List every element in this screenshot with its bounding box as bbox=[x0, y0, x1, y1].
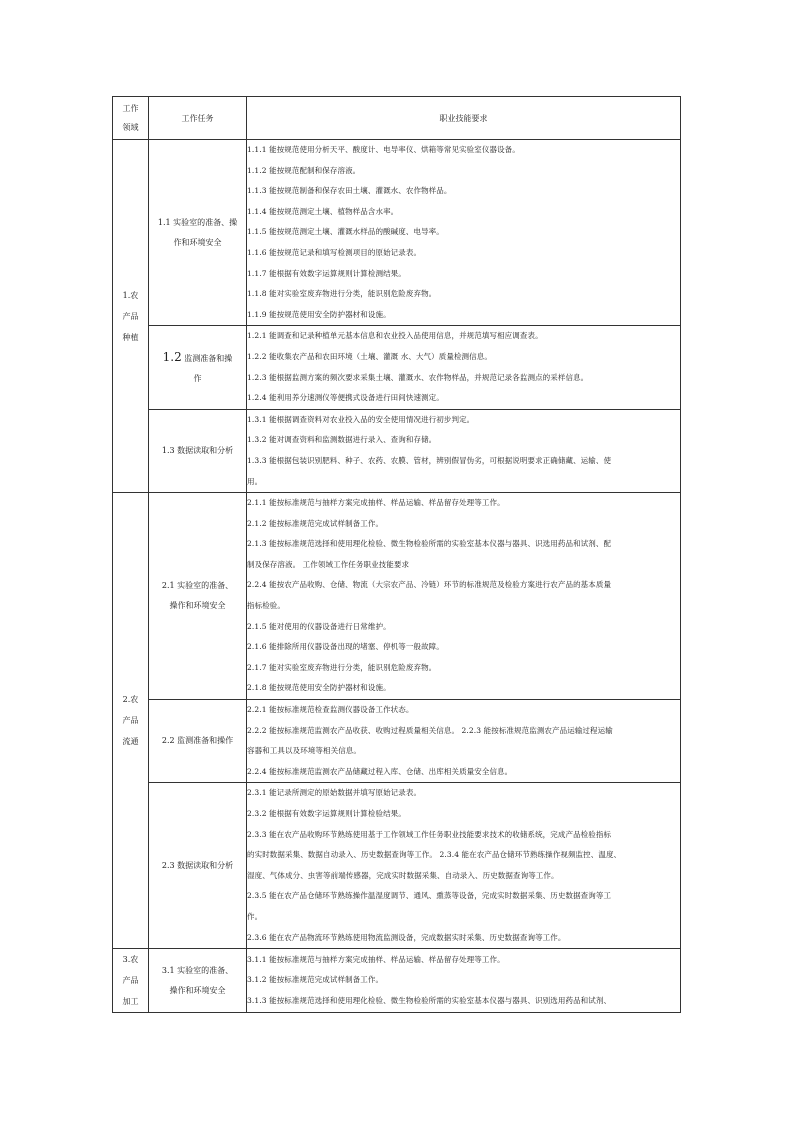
task-title-line: 2.2 监测准备和操作 bbox=[161, 736, 234, 746]
requirement-line: 2.3.1 能记录所测定的原始数据并填写原始记录表。 bbox=[247, 788, 422, 798]
task-title-line: 1.3 数据读取和分析 bbox=[161, 445, 234, 455]
requirement-line: 湿度、气体成分、虫害等前端传感器，完成实时数据采集、自动录入、历史数据查询等工作。 bbox=[247, 870, 559, 880]
requirement-line: 1.1.1 能按规范使用分析天平、酸度计、电导率仪、烘箱等常见实验室仪器设备。 bbox=[247, 145, 520, 154]
skills-table-body bbox=[113, 97, 681, 1013]
field-line: 产品 bbox=[122, 976, 139, 986]
requirement-line: 3.1.2 能按标准规范完成试样制备工作。 bbox=[247, 975, 384, 985]
requirement-line: 1.2.2 能收集农产品和农田环境（土壤、灌溉 水、大气）质量检测信息。 bbox=[247, 351, 492, 361]
header-field-cell bbox=[113, 97, 149, 140]
task-cell bbox=[149, 949, 247, 1013]
skills-table bbox=[112, 96, 681, 1013]
requirement-line: 2.1.1 能按标准规范与抽样方案完成抽样、样品运输、样品留存处理等工作。 bbox=[247, 498, 505, 508]
requirement-line: 1.2.4 能利用养分速测仪等便携式设备进行田间快速测定。 bbox=[247, 393, 444, 403]
header-requirement-cell: 职业技能要求 bbox=[247, 97, 681, 140]
task-title-line: 1.1 实验室的准备、操 bbox=[157, 217, 238, 227]
task-title-line: 作 bbox=[193, 373, 202, 383]
task-title-line: 3.1 实验室的准备、 bbox=[161, 965, 234, 975]
requirement-line: 1.3.2 能对调查资料和监测数据进行录入、查询和存储。 bbox=[247, 435, 437, 445]
requirements-cell bbox=[247, 783, 681, 949]
task-title-line: 2.3 数据读取和分析 bbox=[161, 860, 234, 870]
field-cell bbox=[113, 140, 149, 493]
requirement-line: 1.1.7 能根据有效数字运算规则计算检测结果。 bbox=[247, 268, 406, 278]
requirement-line: 1.2.1 能调查和记录种植单元基本信息和农业投入品使用信息，并规范填写相应调查表。 bbox=[247, 331, 543, 341]
requirement-line: 2.1.2 能按标准规范完成试样制备工作。 bbox=[247, 518, 384, 528]
requirements-cell bbox=[247, 140, 681, 326]
field-cell bbox=[113, 493, 149, 949]
task-title-line bbox=[149, 347, 246, 369]
requirement-line: 2.1.5 能对使用的仪器设备进行日常维护。 bbox=[247, 621, 391, 631]
task-cell bbox=[149, 326, 247, 409]
task-title-line: 操作和环境安全 bbox=[169, 985, 226, 995]
requirements-cell bbox=[247, 493, 681, 700]
requirement-line: 的实时数据采集、数据自动录入、历史数据查询等工作。 2.3.4 能在农产品仓储环节熟练操作视频监控、温度、 bbox=[247, 850, 622, 860]
header-field-line: 领域 bbox=[122, 123, 139, 132]
requirement-line: 2.1.8 能按规范使用安全防护器材和设施。 bbox=[247, 683, 391, 693]
field-line: 产品 bbox=[122, 716, 139, 726]
field-line: 1.农 bbox=[122, 290, 139, 300]
requirement-line: 3.1.3 能按标准规范选择和使用理化检验、微生物检验所需的实验室基本仪器与器具、识别选用药品和试剂、 bbox=[247, 995, 612, 1005]
table-row bbox=[113, 493, 681, 700]
requirement-line: 3.1.1 能按标准规范与抽样方案完成抽样、样品运输、样品留存处理等工作。 bbox=[247, 954, 505, 964]
task-cell bbox=[149, 700, 247, 783]
requirement-line: 2.2.2 能按标准规范监测农产品收获、收购过程质量相关信息。 2.2.3 能按标准规范监测农产品运输过程运输 bbox=[247, 725, 613, 735]
task-title-text: 监测准备和操 bbox=[184, 353, 233, 363]
task-cell bbox=[149, 409, 247, 492]
task-title-line: 2.1 实验室的准备、 bbox=[161, 581, 234, 591]
table-row bbox=[113, 783, 681, 949]
requirement-line: 1.1.6 能按规范记录和填写检测项目的原始记录表。 bbox=[247, 247, 422, 257]
requirement-line: 2.2.4 能按农产品收购、仓储、物流（大宗农产品、冷链）环节的标准规范及检验方案进行农产品的基本质量 bbox=[247, 580, 612, 590]
header-field-line: 工作 bbox=[122, 104, 139, 113]
requirement-line: 1.3.3 能根据包装识别肥料、种子、农药、农膜、管材，辨别假冒伪劣，可根据说明要求正确储藏、运输、使 bbox=[247, 455, 612, 465]
requirement-line: 1.1.3 能按规范制备和保存农田土壤、灌溉水、农作物样品。 bbox=[247, 186, 452, 196]
table-row bbox=[113, 700, 681, 783]
table-row bbox=[113, 409, 681, 492]
header-task-cell: 工作任务 bbox=[149, 97, 247, 140]
task-number: 1.2 bbox=[162, 349, 182, 364]
requirement-line: 1.1.5 能按规范测定土壤、灌溉水样品的酸碱度、电导率。 bbox=[247, 227, 444, 237]
requirement-line: 2.3.6 能在农产品物流环节熟练使用物流监测设备，完成数据实时采集、历史数据查询等工作。 bbox=[247, 932, 566, 942]
task-cell bbox=[149, 783, 247, 949]
requirement-line: 1.3.1 能根据调查资料对农业投入品的安全使用情况进行初步判定。 bbox=[247, 414, 475, 424]
field-cell bbox=[113, 949, 149, 1013]
requirement-line: 制及保存溶液。 工作领域工作任务职业技能要求 bbox=[247, 559, 410, 569]
requirements-cell bbox=[247, 409, 681, 492]
requirement-line: 2.3.5 能在农产品仓储环节熟练操作温湿度调节、通风、熏蒸等设备，完成实时数据采集、历史数据查询等工 bbox=[247, 891, 612, 901]
field-line: 产品 bbox=[122, 311, 139, 321]
table-row bbox=[113, 949, 681, 1013]
field-line: 流通 bbox=[122, 737, 139, 747]
requirement-line: 1.1.8 能对实验室废弃物进行分类，能识别危险废弃物。 bbox=[247, 289, 437, 299]
requirement-line: 容器和工具以及环境等相关信息。 bbox=[247, 746, 361, 756]
requirement-line: 2.1.3 能按标准规范选择和使用理化检验、微生物检验所需的实验室基本仪器与器具、识选用药品和试剂、配 bbox=[247, 539, 612, 549]
task-title-line: 操作和环境安全 bbox=[169, 601, 226, 611]
field-line: 2.农 bbox=[122, 695, 139, 705]
requirement-line: 指标检验。 bbox=[247, 601, 285, 611]
requirement-line: 1.1.9 能按规范使用安全防护器材和设施。 bbox=[247, 309, 391, 319]
field-line: 3.农 bbox=[122, 955, 139, 965]
table-row bbox=[113, 140, 681, 326]
task-cell bbox=[149, 493, 247, 700]
requirement-line: 2.3.3 能在农产品收购环节熟练使用基于工作领域工作任务职业技能要求技术的收储系统，完成产品检验指标 bbox=[247, 829, 612, 839]
requirements-cell bbox=[247, 949, 681, 1013]
task-cell bbox=[149, 140, 247, 326]
requirements-cell bbox=[247, 700, 681, 783]
requirement-line: 1.1.4 能按规范测定土壤、植物样品含水率。 bbox=[247, 206, 399, 216]
table-header-row bbox=[113, 97, 681, 140]
requirements-cell bbox=[247, 326, 681, 409]
requirement-line: 2.3.2 能根据有效数字运算规则计算检验结果。 bbox=[247, 809, 406, 818]
requirement-line: 2.2.1 能按标准规范检查监测仪器设备工作状态。 bbox=[247, 705, 414, 715]
requirement-line: 2.1.7 能对实验室废弃物进行分类，能识别危险废弃物。 bbox=[247, 662, 437, 672]
field-line: 加工 bbox=[122, 997, 139, 1007]
requirement-line: 用。 bbox=[247, 476, 263, 486]
requirement-line: 1.1.2 能按规范配制和保存溶液。 bbox=[247, 165, 361, 175]
requirement-line: 1.2.3 能根据监测方案的频次要求采集土壤、灌溉水、农作物样品，并规范记录各监测点的采样信息。 bbox=[247, 372, 589, 382]
requirement-line: 作。 bbox=[247, 911, 263, 921]
requirement-line: 2.1.6 能排除所用仪器设备出现的堵塞、停机等一般故障。 bbox=[247, 642, 444, 652]
task-title-line: 作和环境安全 bbox=[173, 237, 222, 247]
field-line: 种植 bbox=[122, 332, 139, 342]
table-row bbox=[113, 326, 681, 409]
requirement-line: 2.2.4 能按标准规范监测农产品储藏过程入库、仓储、出库相关质量安全信息。 bbox=[247, 766, 513, 776]
